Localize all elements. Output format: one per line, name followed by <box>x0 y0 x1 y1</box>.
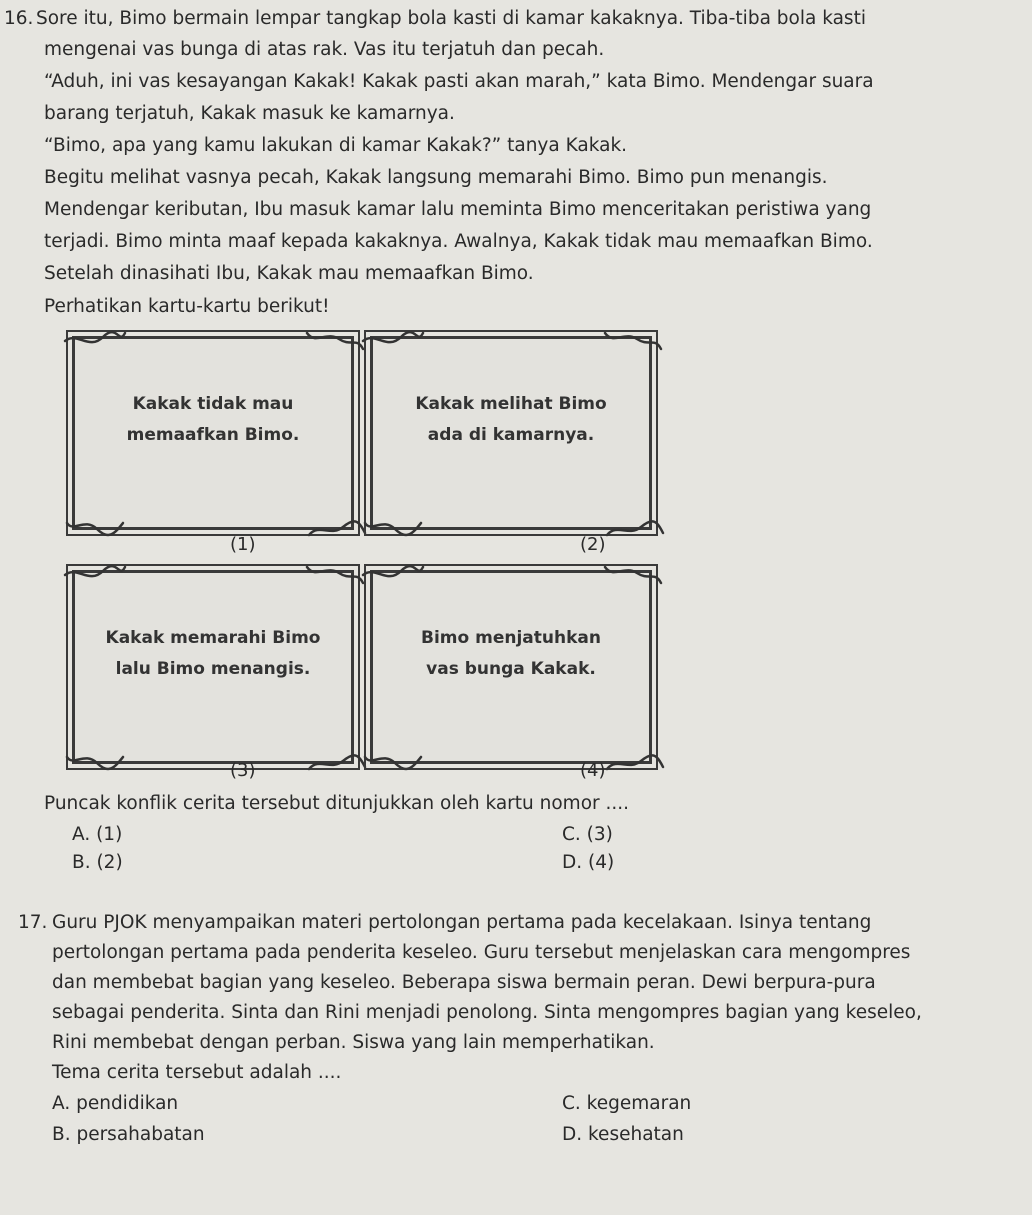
story-line: sebagai penderita. Sinta dan Rini menjadi penolong. Sinta mengompres bagian yang keseleo, <box>52 1002 922 1023</box>
story-line: pertolongan pertama pada penderita keseleo. Guru tersebut menjelaskan cara mengompres <box>52 942 911 963</box>
story-card-3 <box>72 570 354 764</box>
option-a[interactable]: A. pendidikan <box>52 1093 179 1114</box>
instruction-line: Perhatikan kartu-kartu berikut! <box>44 296 330 317</box>
story-line: Setelah dinasihati Ibu, Kakak mau memaafkan Bimo. <box>44 263 534 284</box>
question-number: 16. <box>4 8 34 29</box>
story-line: Sore itu, Bimo bermain lempar tangkap bola kasti di kamar kakaknya. Tiba-tiba bola kasti <box>36 8 866 29</box>
option-d[interactable]: D. (4) <box>562 852 615 873</box>
card-number: (3) <box>230 760 256 781</box>
option-b[interactable]: B. (2) <box>72 852 123 873</box>
story-card-4 <box>370 570 652 764</box>
option-d[interactable]: D. kesehatan <box>562 1124 684 1145</box>
card-number: (1) <box>230 534 256 555</box>
story-line: dan membebat bagian yang keseleo. Beberapa siswa bermain peran. Dewi berpura-pura <box>52 972 876 993</box>
story-line: “Bimo, apa yang kamu lakukan di kamar Kakak?” tanya Kakak. <box>44 135 628 156</box>
story-line: Rini membebat dengan perban. Siswa yang lain memperhatikan. <box>52 1032 655 1053</box>
story-line: barang terjatuh, Kakak masuk ke kamarnya. <box>44 103 455 124</box>
option-c[interactable]: C. (3) <box>562 824 613 845</box>
option-b[interactable]: B. persahabatan <box>52 1124 205 1145</box>
card-text: Kakak tidak mau memaafkan Bimo. <box>126 394 300 445</box>
card-text: Kakak melihat Bimo ada di kamarnya. <box>415 394 607 445</box>
story-card-2 <box>370 336 652 530</box>
card-number: (4) <box>580 760 606 781</box>
card-text: Bimo menjatuhkan vas bunga Kakak. <box>421 628 601 679</box>
story-line: Mendengar keributan, Ibu masuk kamar lalu meminta Bimo menceritakan peristiwa yang <box>44 199 872 220</box>
question-text: Tema cerita tersebut adalah .... <box>52 1062 342 1083</box>
story-card-1 <box>72 336 354 530</box>
story-line: Begitu melihat vasnya pecah, Kakak langsung memarahi Bimo. Bimo pun menangis. <box>44 167 828 188</box>
story-line: “Aduh, ini vas kesayangan Kakak! Kakak pasti akan marah,” kata Bimo. Mendengar suara <box>44 71 874 92</box>
option-a[interactable]: A. (1) <box>72 824 123 845</box>
story-line: mengenai vas bunga di atas rak. Vas itu terjatuh dan pecah. <box>44 39 605 60</box>
card-text: Kakak memarahi Bimo lalu Bimo menangis. <box>105 628 321 679</box>
story-line: terjadi. Bimo minta maaf kepada kakaknya. Awalnya, Kakak tidak mau memaafkan Bimo. <box>44 231 873 252</box>
option-c[interactable]: C. kegemaran <box>562 1093 692 1114</box>
question-number: 17. <box>18 912 48 933</box>
card-number: (2) <box>580 534 606 555</box>
story-line: Guru PJOK menyampaikan materi pertolongan pertama pada kecelakaan. Isinya tentang <box>52 912 872 933</box>
question-text: Puncak konflik cerita tersebut ditunjukkan oleh kartu nomor .... <box>44 793 630 814</box>
